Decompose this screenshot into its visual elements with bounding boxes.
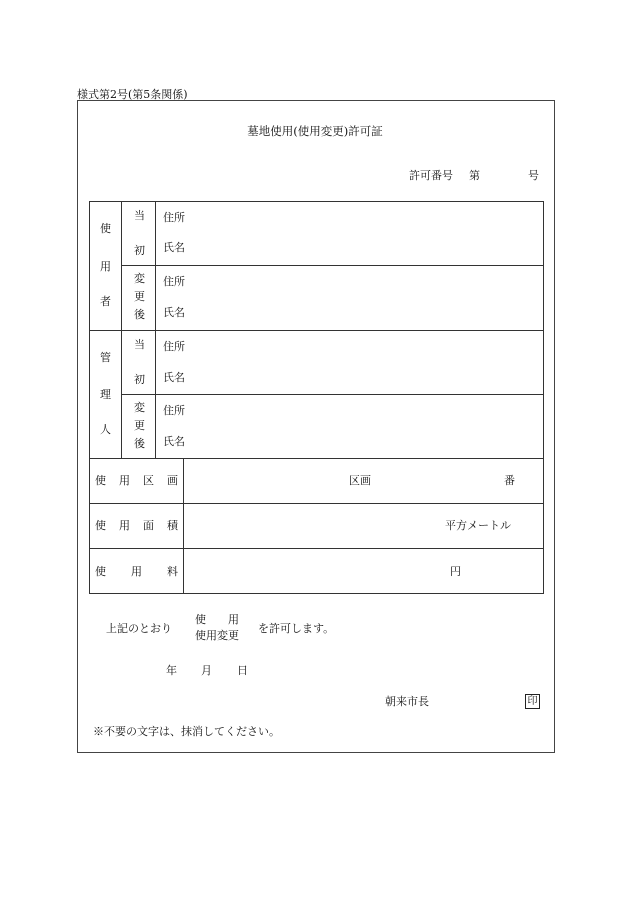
fee-unit-label: 円 (450, 565, 461, 578)
user-changed-name-label: 氏名 (163, 306, 185, 319)
user-char-2: 用 (100, 260, 111, 273)
manager-initial-char-2: 初 (134, 373, 145, 386)
manager-changed-name-label: 氏名 (163, 435, 185, 448)
user-char-1: 使 (100, 222, 111, 235)
fee-char-1: 使 (95, 565, 106, 578)
statement-prefix: 上記のとおり (106, 622, 172, 635)
manager-changed-char-1: 変 (134, 401, 145, 414)
area-block-unit-label: 区画 (349, 474, 371, 487)
area-block-char-4: 画 (167, 474, 178, 487)
area-block-char-1: 使 (95, 474, 106, 487)
form-number-label: 様式第2号(第5条関係) (77, 88, 188, 101)
date-day-label: 日 (237, 664, 248, 677)
user-initial-char-1: 当 (134, 209, 145, 222)
manager-changed-char-3: 後 (134, 437, 145, 450)
statement-option-change: 使用変更 (195, 629, 239, 642)
area-size-char-4: 積 (167, 519, 178, 532)
permit-number-go: 号 (528, 169, 539, 182)
manager-initial-char-1: 当 (134, 338, 145, 351)
area-block-char-2: 用 (119, 474, 130, 487)
user-changed-address-label: 住所 (163, 275, 185, 288)
manager-changed-char-2: 更 (134, 419, 145, 432)
area-size-char-3: 面 (143, 519, 154, 532)
statement-option-use: 使 用 (195, 613, 239, 626)
date-month-label: 月 (201, 664, 212, 677)
area-size-char-2: 用 (119, 519, 130, 532)
manager-changed-address-label: 住所 (163, 404, 185, 417)
permit-number-dai: 第 (469, 169, 480, 182)
manager-char-1: 管 (100, 351, 111, 364)
area-size-unit-label: 平方メートル (445, 519, 511, 532)
fee-char-3: 料 (167, 565, 178, 578)
seal-mark: 印 (525, 694, 540, 709)
area-size-char-1: 使 (95, 519, 106, 532)
user-changed-char-1: 変 (134, 272, 145, 285)
area-block-number-label: 番 (504, 474, 515, 487)
user-char-3: 者 (100, 295, 111, 308)
user-changed-char-3: 後 (134, 308, 145, 321)
user-initial-address-label: 住所 (163, 211, 185, 224)
user-initial-name-label: 氏名 (163, 241, 185, 254)
fee-char-2: 用 (131, 565, 142, 578)
footnote: ※不要の文字は、抹消してください。 (93, 725, 280, 738)
date-year-label: 年 (166, 664, 177, 677)
statement-suffix: を許可します。 (258, 622, 335, 635)
user-changed-char-2: 更 (134, 290, 145, 303)
area-block-char-3: 区 (143, 474, 154, 487)
manager-initial-address-label: 住所 (163, 340, 185, 353)
manager-char-3: 人 (100, 423, 111, 436)
signer-title: 朝来市長 (385, 695, 429, 708)
user-initial-char-2: 初 (134, 244, 145, 257)
manager-initial-name-label: 氏名 (163, 371, 185, 384)
document-title: 墓地使用(使用変更)許可証 (247, 124, 383, 138)
permit-number-label: 許可番号 (409, 169, 453, 182)
manager-char-2: 理 (100, 388, 111, 401)
